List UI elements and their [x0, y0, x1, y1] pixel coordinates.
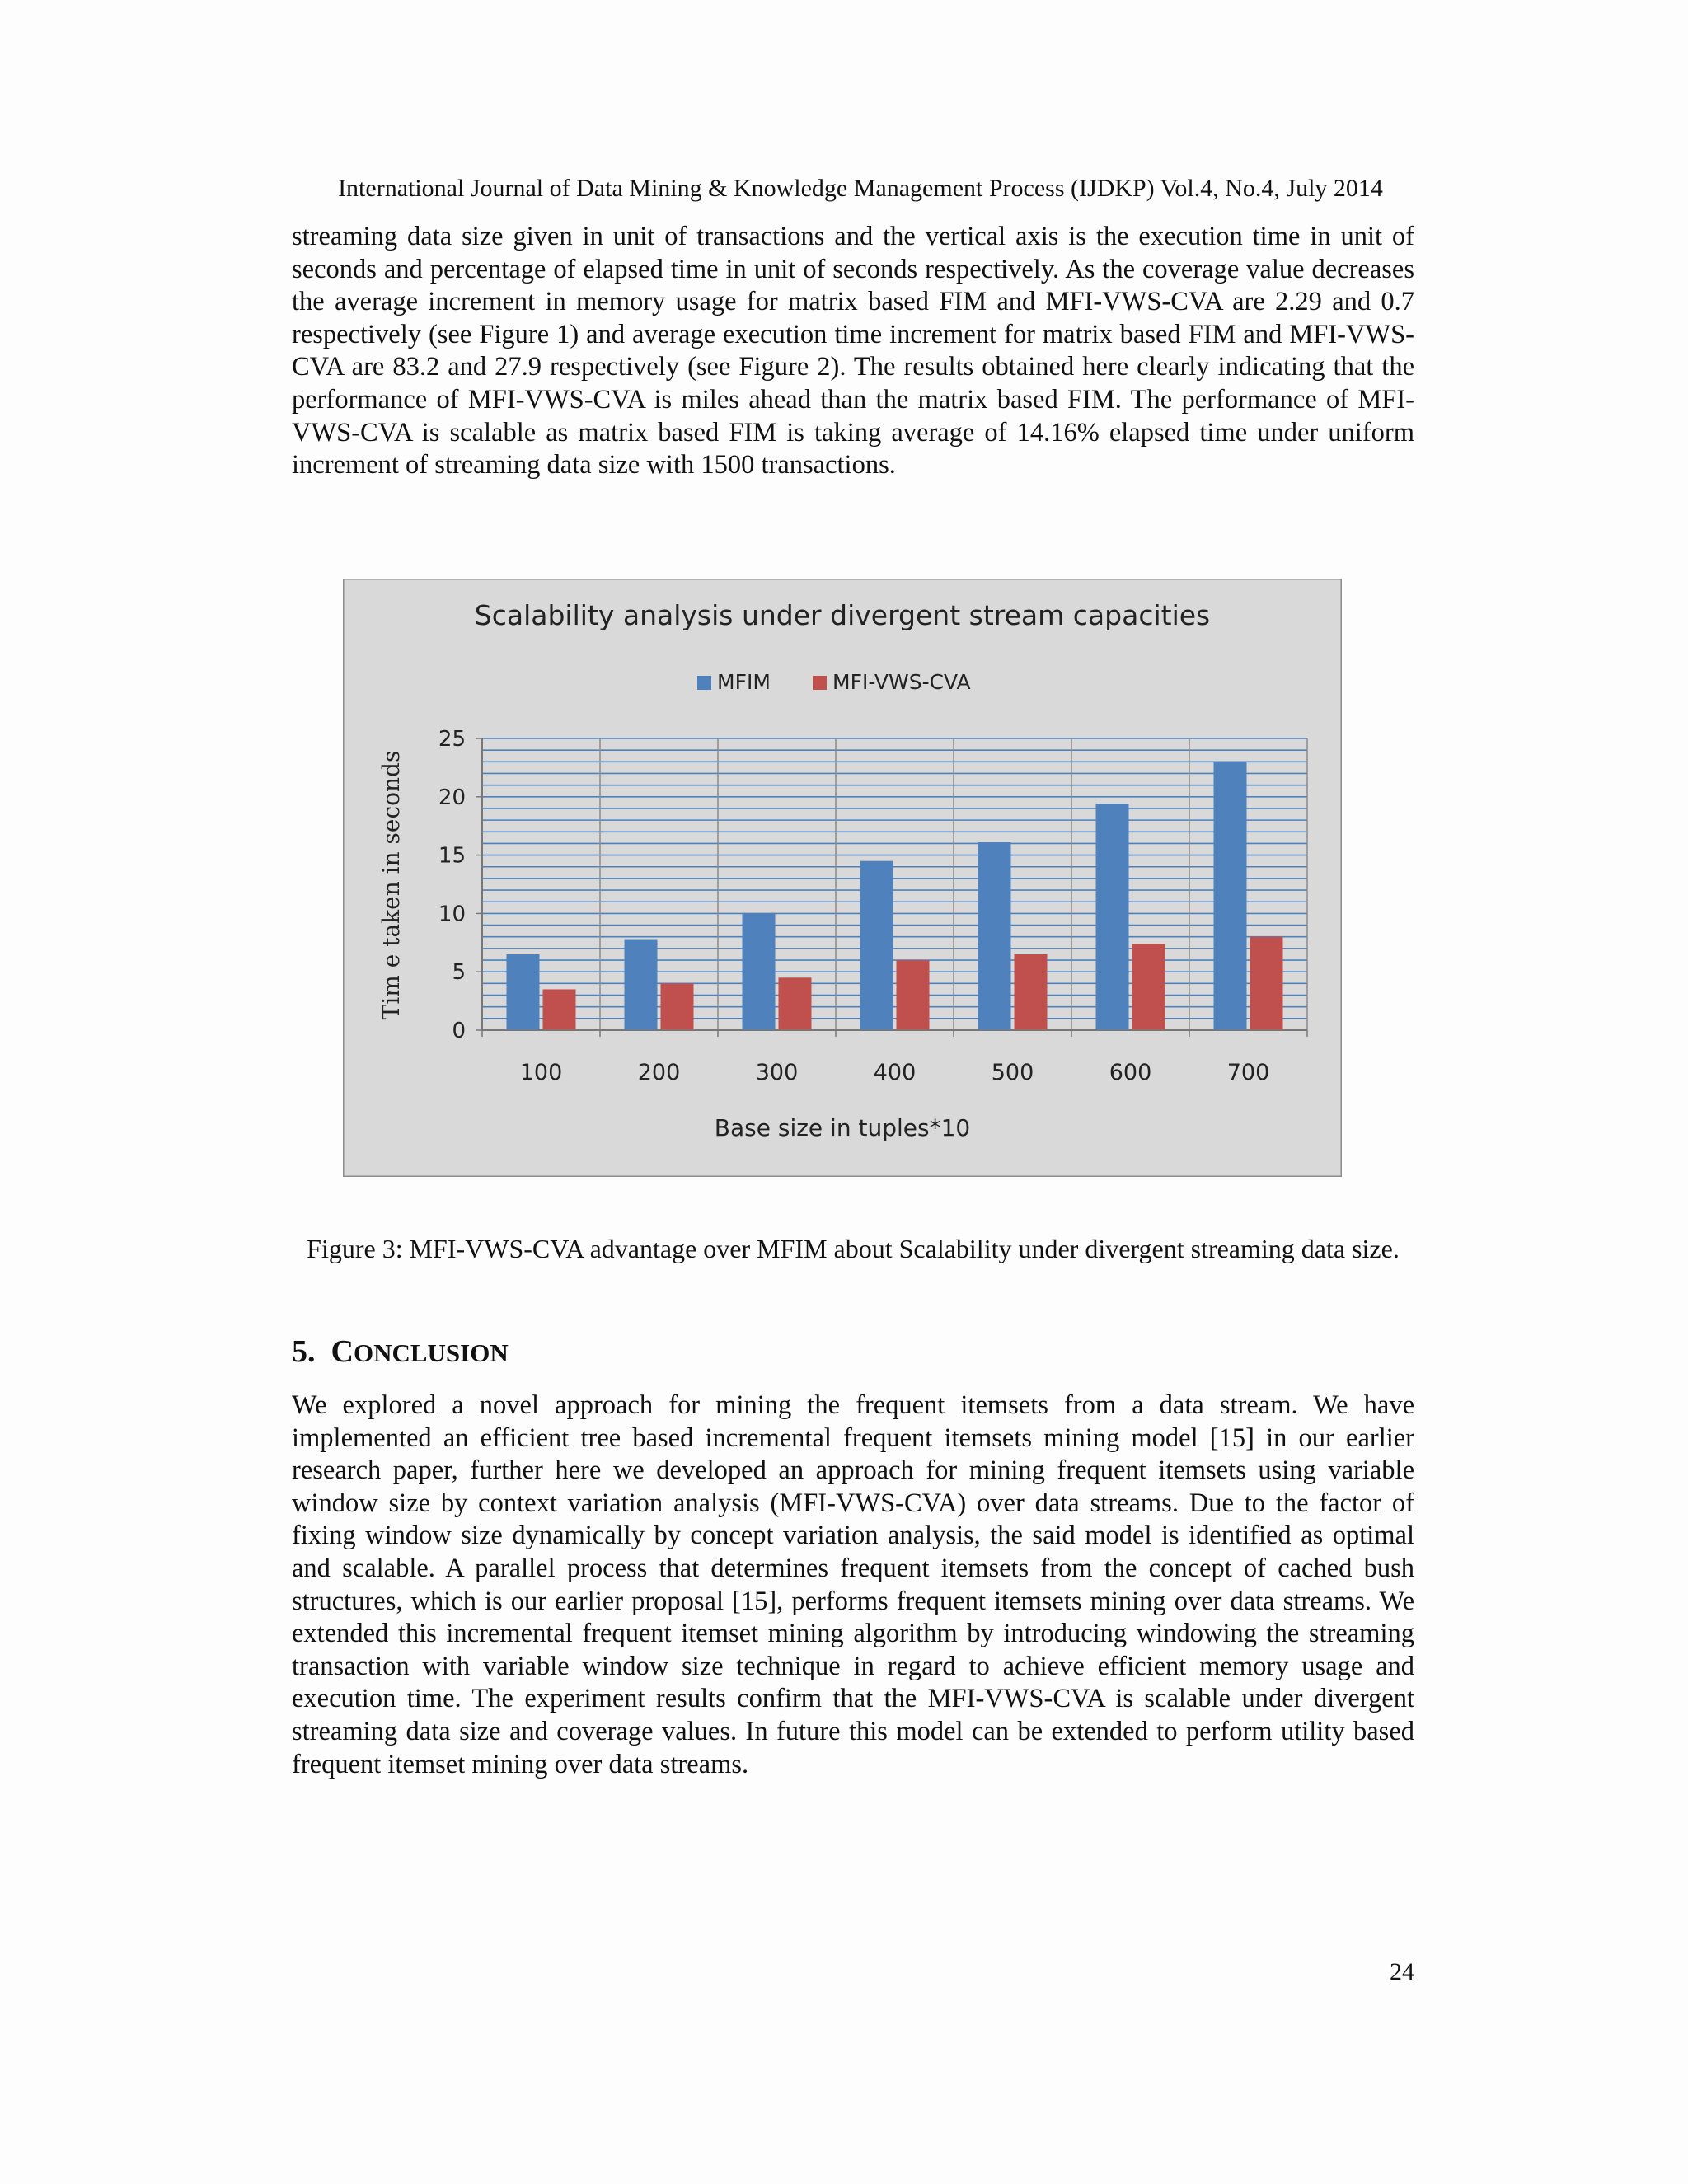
section-heading — [292, 1333, 509, 1370]
y-tick-label: 0 — [452, 1019, 466, 1043]
bar-mfi-vws-cva-600 — [1132, 944, 1165, 1030]
bar-mfim-500 — [978, 842, 1011, 1030]
y-tick-label: 5 — [452, 960, 466, 986]
bar-mfim-600 — [1096, 804, 1129, 1030]
x-tick-label: 100 — [519, 1060, 563, 1085]
legend-label-mfi-vws-cva: MFI-VWS-CVA — [832, 670, 971, 694]
x-tick-label: 600 — [1109, 1060, 1152, 1085]
body-paragraph-1: streaming data size given in unit of transactions and the vertical axis is the execution time in unit of seconds and percentage of elapsed time in unit of seconds respectively. As the coverage value decreases the average increment in memory usage for matrix based FIM and MFI-VWS-CVA are 2.29 and 0.7 respectively (see Figure 1) and average execution time increment for matrix based FIM and MFI-VWS-CVA are 83.2 and 27.9 respectively (see Figure 2). The results obtained here clearly indicating that the performance of MFI-VWS-CVA is miles ahead than the matrix based FIM. The performance of MFI-VWS-CVA is scalable as matrix based FIM is taking average of 14.16% elapsed time under uniform increment of streaming data size with 1500 transactions. — [292, 222, 1414, 480]
bar-mfim-700 — [1214, 762, 1247, 1030]
chart-title: Scalability analysis under divergent stream capacities — [474, 599, 1211, 631]
bar-mfim-300 — [743, 913, 776, 1030]
x-tick-label: 200 — [637, 1060, 681, 1085]
bar-mfi-vws-cva-400 — [897, 960, 930, 1030]
x-tick-label: 500 — [991, 1060, 1034, 1085]
section-title-rest: ONCLUSION — [353, 1338, 509, 1367]
legend-swatch-mfi-vws-cva — [813, 676, 827, 690]
legend-label-mfim: MFIM — [717, 670, 771, 694]
chart-gridlines — [482, 738, 1307, 1030]
bar-mfi-vws-cva-300 — [779, 977, 812, 1030]
y-tick-label: 20 — [438, 785, 466, 810]
legend-swatch-mfim — [697, 676, 711, 690]
plot-area — [482, 738, 1307, 1030]
section-number: 5. — [292, 1334, 316, 1369]
bar-mfim-100 — [507, 954, 540, 1030]
y-tick-label: 15 — [438, 843, 466, 869]
bar-mfi-vws-cva-500 — [1015, 954, 1048, 1030]
y-tick-label: 10 — [438, 902, 466, 927]
journal-header: International Journal of Data Mining & Knowledge Management Process (IJDKP) Vol.4, No.4, July 2014 — [338, 175, 1383, 202]
y-tick-label: 25 — [438, 727, 466, 752]
section-title-initial: C — [331, 1334, 354, 1369]
y-axis-label: Tim e taken in seconds — [377, 750, 405, 1020]
scalability-bar-chart — [343, 579, 1342, 1177]
x-tick-label: 400 — [873, 1060, 917, 1085]
figure-caption: Figure 3: MFI-VWS-CVA advantage over MFIM about Scalability under divergent streaming data size. — [307, 1234, 1400, 1263]
bar-mfim-400 — [860, 861, 893, 1030]
page-number: 24 — [1390, 1958, 1414, 1985]
bar-mfi-vws-cva-200 — [661, 983, 694, 1030]
bar-mfim-200 — [625, 940, 658, 1030]
x-tick-label: 700 — [1226, 1060, 1270, 1085]
bar-mfi-vws-cva-100 — [543, 989, 576, 1030]
chart-legend — [697, 670, 971, 694]
bar-mfi-vws-cva-700 — [1250, 937, 1283, 1030]
x-tick-label: 300 — [755, 1060, 799, 1085]
body-paragraph-2: We explored a novel approach for mining the frequent itemsets from a data stream. We have implemented an efficient tree based incremental frequent itemsets mining model [15] in our earlier research paper, further here we developed an approach for mining frequent itemsets using variable window size by context variation analysis (MFI-VWS-CVA) over data streams. Due to the factor of fixing window size dynamically by concept variation analysis, the said model is identified as optimal and scalable. A parallel process that determines frequent itemsets from the concept of cached bush structures, which is our earlier proposal [15], performs frequent itemsets mining over data streams. We extended this incremental frequent itemset mining algorithm by introducing windowing the streaming transaction with variable window size technique in regard to achieve efficient memory usage and execution time. The experiment results confirm that the MFI-VWS-CVA is scalable under divergent streaming data size and coverage values. In future this model can be extended to perform utility based frequent itemset mining over data streams. — [292, 1390, 1414, 1779]
x-axis-label: Base size in tuples*10 — [714, 1114, 971, 1141]
